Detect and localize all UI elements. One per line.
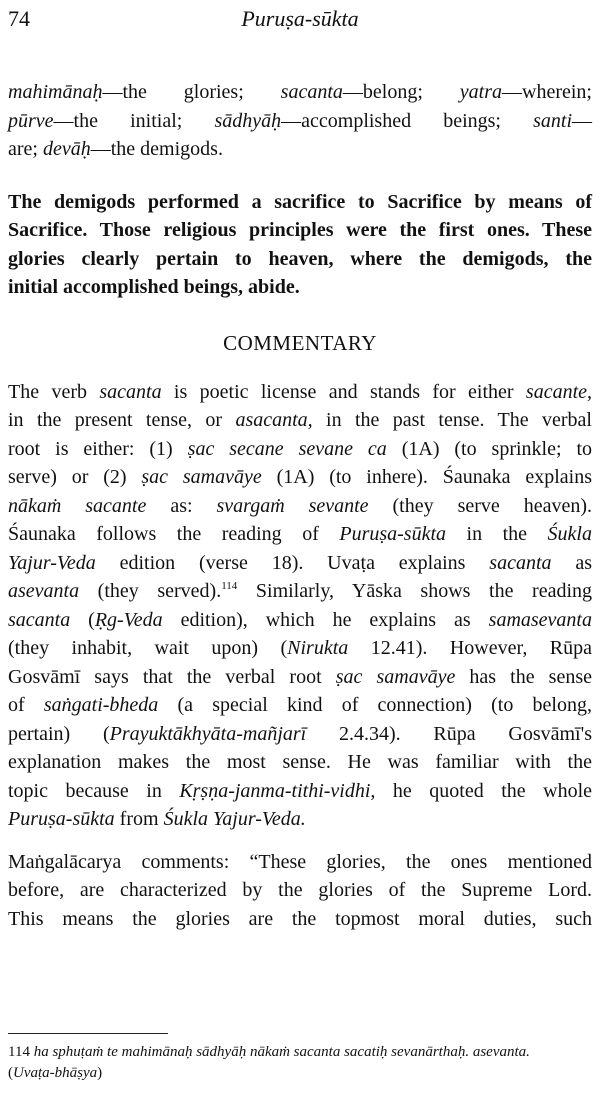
text-run: (they served). [79,580,222,602]
text-line [8,435,592,464]
text-line [8,245,592,274]
italic-term: Ṛg-Veda [94,608,163,631]
italic-term: Śukla [547,523,592,545]
italic-term: samasevanta [488,608,592,631]
italic-term: sādhyāḥ [214,109,282,132]
italic-term: ṣac samavāye [335,665,456,688]
text-run: The demigods performed a sacrifice to Sacrifice by means of [8,190,592,213]
italic-term: santi [533,109,573,132]
text-run: edition (verse 18). Uvaṭa explains [95,551,490,574]
italic-term: sacanta [8,608,71,631]
italic-term: sacanta [489,551,552,574]
text-line [8,663,592,692]
italic-term: Śukla Yajur-Veda. [163,808,306,830]
section-heading: COMMENTARY [223,330,377,355]
text-run: (a special kind of connection) (to belong, [158,694,592,716]
text-run: ( [8,1065,13,1081]
text-run: 114 [8,1044,34,1060]
text-run: as [551,551,592,574]
italic-term: pūrve [8,109,54,132]
text-run: explanation makes the most sense. He was familiar with the [8,751,592,773]
text-run: Gosvāmī says that the verbal root [8,665,336,688]
text-run: as: [146,494,217,517]
text-line [8,378,592,407]
text-run: Sacrifice. Those religious principles were the first ones. These [8,219,592,241]
italic-term: Yajur-Veda [8,551,96,574]
text-run: —the demigods. [90,138,223,160]
text-run: in the [446,523,548,545]
text-run: ) [97,1065,103,1081]
text-run: root is either: (1) [8,437,188,460]
text-run: from [114,808,164,830]
text-line [8,463,592,492]
page-number: 74 [8,6,30,31]
word-meanings [8,78,592,164]
text-run: are; [8,138,43,160]
text-line [8,777,592,806]
text-run: —the initial; [53,109,215,132]
page-header [8,4,592,34]
text-line [8,492,592,521]
text-line [8,549,592,578]
text-run: topic because in [8,779,180,802]
text-line [8,577,592,606]
italic-term: Puruṣa-sūkta [339,523,447,545]
text-line [8,216,592,245]
footnote-reference: 114 [221,580,238,592]
text-run: edition), which he explains as [162,608,489,631]
commentary-paragraph-2 [8,848,592,934]
italic-term: mahimānaḥ [8,81,103,103]
running-title: Puruṣa-sūkta [241,6,359,31]
text-line [8,720,592,749]
text-run: of [8,694,44,716]
text-run: —belong; [342,81,460,103]
text-line [8,135,592,164]
translation [8,188,592,302]
text-run: (1A) (to sprinkle; to [386,437,593,460]
text-line [8,1042,592,1063]
text-line [8,520,592,549]
text-run: in the past tense. The verbal [312,409,592,431]
text-line [8,606,592,635]
italic-term: asacanta, [235,409,313,431]
italic-term: ṣac secane sevane ca [187,437,387,460]
text-line [8,406,592,435]
text-line [8,691,592,720]
text-run: —wherein; [502,81,592,103]
text-run: 12.41). However, Rūpa [348,637,592,659]
text-run: pertain) ( [8,722,110,745]
italic-term: sacanta [280,81,343,103]
text-line [8,273,592,302]
text-run: Śaunaka follows the reading of [8,523,340,545]
italic-term: devāḥ [42,138,91,160]
commentary-paragraph-1 [8,378,592,834]
text-line [8,876,592,905]
italic-term: Kṛṣṇa-janma-tithi-vidhi, [179,779,376,802]
text-run: serve) or (2) [8,466,142,488]
text-run: before, are characterized by the glories of the Supreme Lord. [8,879,592,901]
text-line [8,848,592,877]
italic-term: sacante, [525,380,592,403]
text-run: 2.4.34). Rūpa Gosvāmī's [306,722,592,745]
text-run: —accomplished beings; [281,109,534,132]
text-line [8,107,592,136]
footnote-divider [8,1033,168,1034]
text-run: This means the glories are the topmost moral duties, such [8,907,592,930]
text-run: —the glories; [102,81,281,103]
italic-term: nākaṁ sacante [8,494,147,517]
text-run: initial accomplished beings, abide. [8,276,300,298]
text-run: in the present tense, or [8,409,236,431]
text-line [8,748,592,777]
text-run: (they inhabit, wait upon) ( [8,637,288,659]
text-line [8,805,592,834]
text-run: is poetic license and stands for either [161,380,526,403]
text-run: The verb [8,380,100,403]
text-run: — [572,109,593,132]
text-run: (they serve heaven). [368,494,593,517]
italic-term: ṣac samavāye [141,466,262,488]
italic-term: sacanta [99,380,162,403]
italic-term: Puruṣa-sūkta [8,808,115,830]
text-run: ( [70,608,95,631]
italic-term: Uvaṭa-bhāṣya [13,1065,98,1081]
italic-term: yatra [459,81,502,103]
text-run: Similarly, Yāska shows the reading [237,580,593,602]
italic-term: ha sphuṭaṁ te mahimānaḥ sādhyāḥ nākaṁ sacanta sacatiḥ sevanārthaḥ. asevanta. [33,1044,530,1060]
text-run: Maṅgalācarya comments: “These glories, the ones mentioned [8,850,592,873]
text-run: (1A) (to inhere). Śaunaka explains [261,466,592,488]
text-run: has the sense [455,665,592,688]
footnote [8,1042,592,1084]
text-run: he quoted the whole [375,779,592,802]
text-line [8,188,592,217]
italic-term: svargaṁ sevante [216,494,369,517]
text-line [8,905,592,934]
italic-term: saṅgati-bheda [43,694,159,716]
text-run: glories clearly pertain to heaven, where the demigods, the [8,247,592,270]
italic-term: Nirukta [287,637,349,659]
text-line [8,634,592,663]
italic-term: Prayuktākhyāta-mañjarī [109,722,307,745]
italic-term: asevanta [8,580,80,602]
text-line [8,78,592,107]
text-line [8,1063,592,1084]
